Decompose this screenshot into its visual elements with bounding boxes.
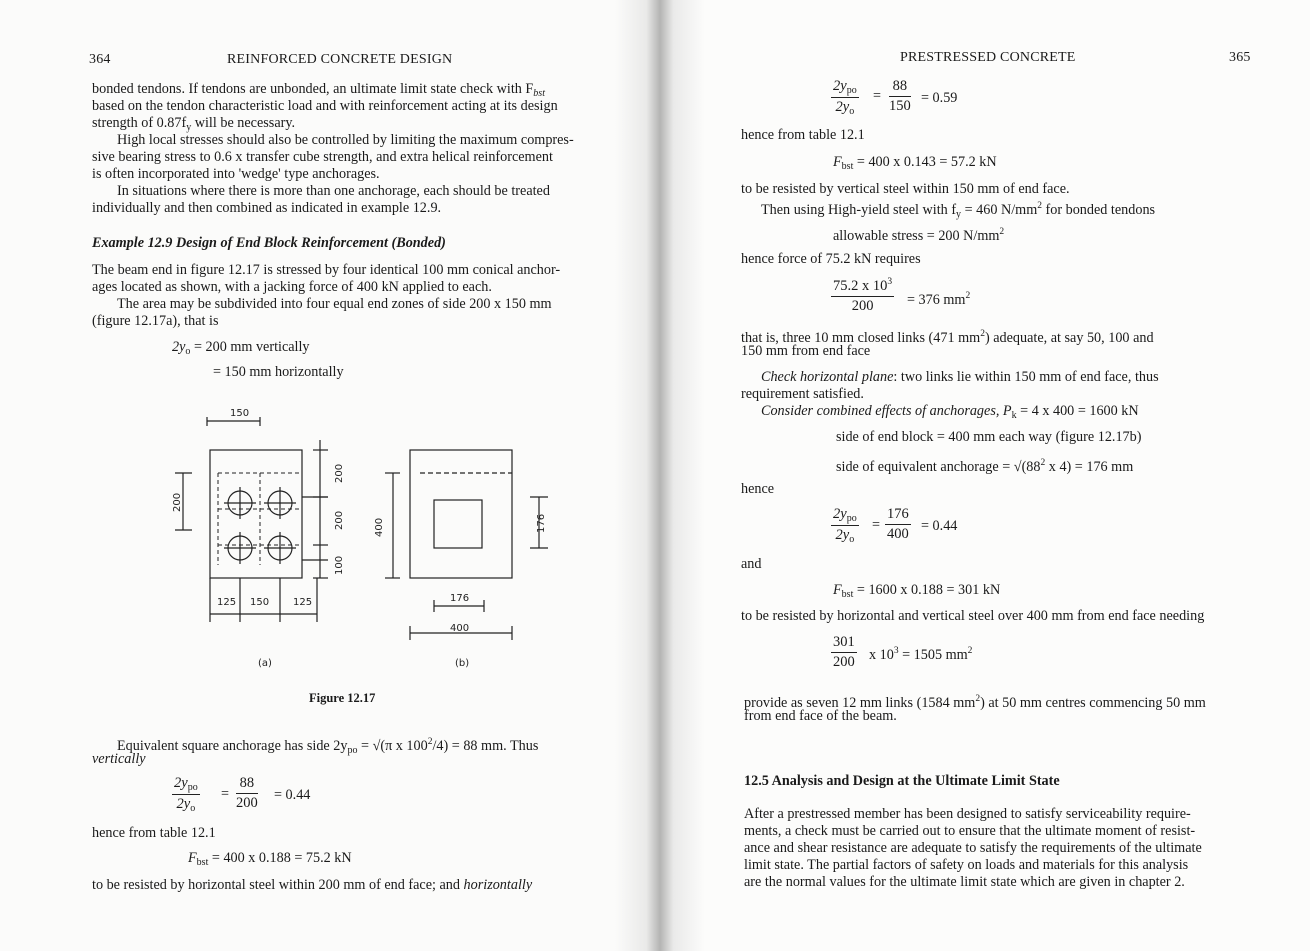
text-line: strength of $0.87f_y$ will be necessary. <box>92 115 296 133</box>
dim-label: 176 <box>536 513 547 533</box>
text-line: Consider combined effects of anchorages, $P_k = 4$ x 400 = 1600 kN <box>761 403 1139 421</box>
text-line: After a prestressed member has been designed to satisfy serviceability require- <box>744 806 1191 822</box>
equals: = <box>221 786 230 802</box>
text-line: are the normal values for the ultimate limit state which are given in chapter 2. <box>744 874 1185 890</box>
text-line: to be resisted by vertical steel within 150 mm of end face. <box>741 181 1070 197</box>
text-line: bonded tendons. If tendons are unbonded, an ultimate limit state check with $F_{bst}$ <box>92 81 545 99</box>
equation: = 150 mm horizontally <box>213 364 344 380</box>
subfigure-label-a: (a) <box>258 658 272 669</box>
text-line: The beam end in figure 12.17 is stressed by four identical 100 mm conical anchor- <box>92 262 561 278</box>
text-line: hence from table 12.1 <box>92 825 216 841</box>
dim-label: 100 <box>334 555 345 575</box>
figure-caption: Figure 12.17 <box>309 691 376 705</box>
text-line: hence from table 12.1 <box>741 127 865 143</box>
text-line: ance and shear resistance are adequate to satisfy the requirements of the ultimate <box>744 840 1202 856</box>
result: = 376 $mm^2$ <box>907 291 971 308</box>
dim-label: 125 <box>293 597 313 608</box>
text-line: ages located as shown, with a jacking force of 400 kN applied to each. <box>92 279 492 295</box>
result: x $10^3 = 1505$ $mm^2$ <box>869 646 973 663</box>
text-line: sive bearing stress to 0.6 x transfer cube strength, and extra helical reinforcement <box>92 149 553 165</box>
text-line: Check horizontal plane: two links lie within 150 mm of end face, thus <box>761 369 1159 385</box>
section-title: 12.5 Analysis and Design at the Ultimate Limit State <box>744 773 1060 789</box>
fraction: $\frac{75.2 x 10^3}{200}$ <box>833 277 893 314</box>
dim-label: 400 <box>374 517 385 537</box>
fraction: $\frac{88}{200}$ <box>236 775 258 811</box>
equals: = <box>873 88 882 104</box>
running-head: PRESTRESSED CONCRETE <box>900 50 1076 65</box>
equation: $F_{bst} = 400$ x 0.188 = 75.2 kN <box>188 850 352 868</box>
equation: $F_{bst} = 1600$ x 0.188 = 301 kN <box>833 582 1001 600</box>
dim-label: 150 <box>250 597 270 608</box>
text-line: is often incorporated into 'wedge' type anchorages. <box>92 166 380 182</box>
text-line: and <box>741 556 762 572</box>
result: = 0.59 <box>921 90 958 106</box>
text-line: The area may be subdivided into four equal end zones of side 200 x 150 mm <box>117 296 552 312</box>
fraction: $\frac{176}{400}$ <box>887 506 909 542</box>
fraction: $\frac{88}{150}$ <box>889 78 911 114</box>
fraction: $2y_{po}$ $2y_o$ <box>833 78 857 117</box>
text-line: provide as seven 12 mm links (1584 $mm^2$) at 50 mm centres commencing 50 mm <box>744 694 1206 711</box>
text-line: that is, three 10 mm closed links (471 $mm^2$) adequate, at say 50, 100 and <box>741 329 1154 346</box>
equation: $F_{bst} = 400$ x 0.143 = 57.2 kN <box>833 154 997 172</box>
result: = 0.44 <box>274 787 311 803</box>
subfigure-label-b: (b) <box>455 658 470 669</box>
text-line: requirement satisfied. <box>741 386 864 402</box>
text-line: vertically <box>92 751 146 767</box>
dim-label: 150 <box>230 408 250 419</box>
text-line: hence force of 75.2 kN requires <box>741 251 921 267</box>
dim-label: 125 <box>217 597 237 608</box>
equals: = <box>872 517 881 533</box>
dim-label: 200 <box>334 510 345 530</box>
text-line: Then using High-yield steel with $f_y = 460$ $N/mm^2$ for bonded tendons <box>761 201 1156 220</box>
running-head: REINFORCED CONCRETE DESIGN <box>227 52 453 67</box>
dim-label: 200 <box>172 492 183 512</box>
figure-12-17 <box>150 400 570 680</box>
fraction: $2y_{po}$ $2y_o$ <box>174 775 198 814</box>
text-line: (figure 12.17a), that is <box>92 313 219 329</box>
text-line: individually and then combined as indicated in example 12.9. <box>92 200 442 216</box>
text-line: from end face of the beam. <box>744 708 897 724</box>
dim-label: 200 <box>334 463 345 483</box>
right-page <box>655 0 1310 951</box>
book-gutter <box>615 0 705 951</box>
text-line: High local stresses should also be controlled by limiting the maximum compres- <box>117 132 574 148</box>
text-line: In situations where there is more than one anchorage, each should be treated <box>117 183 550 199</box>
example-title: Example 12.9 Design of End Block Reinforcement (Bonded) <box>92 235 446 251</box>
text-line: ments, a check must be carried out to ensure that the ultimate moment of resist- <box>744 823 1196 839</box>
fraction: $2y_{po}$ $2y_o$ <box>833 506 857 545</box>
equation: allowable stress = 200 $N/mm^2$ <box>833 227 1005 244</box>
page-number: 365 <box>1229 50 1251 65</box>
text-line: to be resisted by horizontal and vertical steel over 400 mm from end face needing <box>741 608 1205 624</box>
text-line: based on the tendon characteristic load and with reinforcement acting at its design <box>92 98 558 114</box>
text-line: side of end block = 400 mm each way (figure 12.17b) <box>836 429 1142 445</box>
equation: $2y_o = 200$ mm vertically <box>172 339 310 357</box>
dim-label: 176 <box>450 593 470 604</box>
text-line: Equivalent square anchorage has side $2y_{po} = √(\pi$ x $100^2/4) = 88$ mm. Thus <box>117 737 539 756</box>
dim-label: 400 <box>450 623 470 634</box>
text-line: 150 mm from end face <box>741 343 871 359</box>
text-line: side of equivalent anchorage = $√(88^2$ x 4) = 176 mm <box>836 458 1134 475</box>
text-line: limit state. The partial factors of safety on loads and materials for this analysis <box>744 857 1189 873</box>
text-line: to be resisted by horizontal steel within 200 mm of end face; and horizontally <box>92 877 533 893</box>
result: = 0.44 <box>921 518 958 534</box>
page-number: 364 <box>89 52 111 67</box>
text-line: hence <box>741 481 775 497</box>
fraction: $\frac{301}{200}$ <box>833 634 855 670</box>
